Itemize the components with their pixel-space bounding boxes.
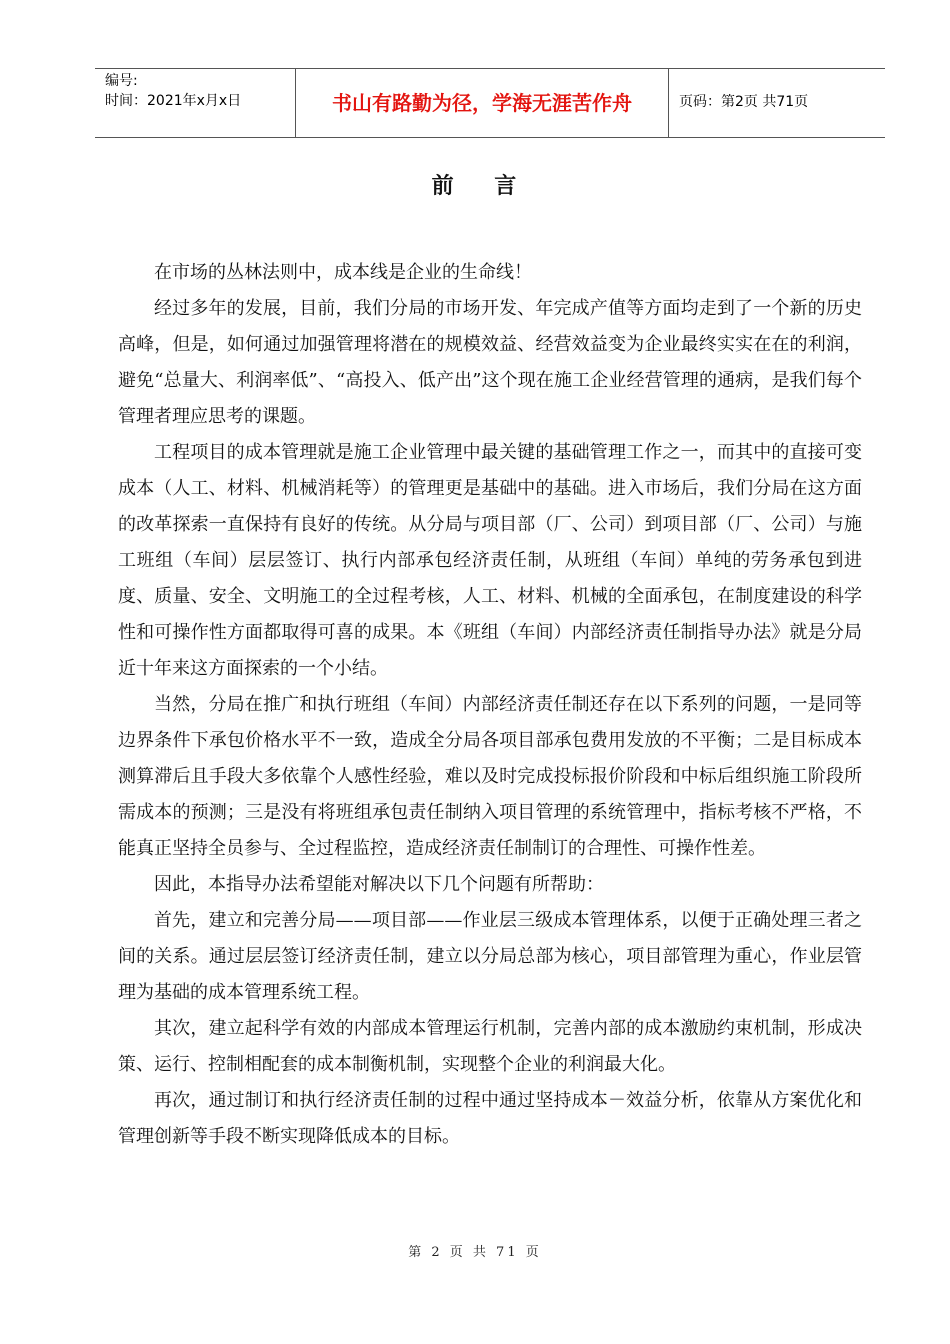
document-title: 前 言 [431, 174, 519, 199]
paragraph: 当然，分局在推广和执行班组（车间）内部经济责任制还存在以下系列的问题，一是同等边界条件下承包价格水平不一致，造成全分局各项目部承包费用发放的不平衡；二是目标成本测算滞后且手段大多依靠个人感性经验，难以及时完成投标报价阶段和中标后组织施工阶段所需成本的预测；三是没有将班组承包责任制纳入项目管理的系统管理中，指标考核不严格，不能真正坚持全员参与、全过程监控，造成经济责任制制订的合理性、可操作性差。 [118, 694, 862, 859]
document-code-label: 编号: [105, 73, 138, 89]
header-motto-cell [296, 69, 669, 137]
page-footer: 第 2 页 共 71 页 [408, 1245, 542, 1260]
page-header [95, 68, 885, 138]
header-meta-cell [95, 69, 296, 137]
paragraph: 其次，建立起科学有效的内部成本管理运行机制，完善内部的成本激励约束机制，形成决策、运行、控制相配套的成本制衡机制，实现整个企业的利润最大化。 [118, 1018, 862, 1075]
paragraph: 在市场的丛林法则中，成本线是企业的生命线！ [154, 262, 532, 283]
paragraph: 工程项目的成本管理就是施工企业管理中最关键的基础管理工作之一，而其中的直接可变成本（人工、材料、机械消耗等）的管理更是基础中的基础。进入市场后，我们分局在这方面的改革探索一直保持有良好的传统。从分局与项目部（厂、公司）到项目部（厂、公司）与施工班组（车间）层层签订、执行内部承包经济责任制，从班组（车间）单纯的劳务承包到进度、质量、安全、文明施工的全过程考核，人工、材料、机械的全面承包，在制度建设的科学性和可操作性方面都取得可喜的成果。本《班组（车间）内部经济责任制指导办法》就是分局近十年来这方面探索的一个小结。 [118, 442, 862, 679]
header-page-cell [669, 69, 885, 137]
paragraph: 再次，通过制订和执行经济责任制的过程中通过坚持成本－效益分析，依靠从方案优化和管理创新等手段不断实现降低成本的目标。 [118, 1090, 862, 1147]
paragraph: 经过多年的发展，目前，我们分局的市场开发、年完成产值等方面均走到了一个新的历史高峰，但是，如何通过加强管理将潜在的规模效益、经营效益变为企业最终实实在在的利润，避免“总量大、利润率低”、“高投入、低产出”这个现在施工企业经营管理的通病，是我们每个管理者理应思考的课题。 [118, 298, 862, 427]
document-time-label: 时间：2021年x月x日 [105, 93, 242, 109]
header-page-info: 页码：第2页 共71页 [679, 94, 809, 110]
header-motto: 书山有路勤为径，学海无涯苦作舟 [332, 91, 632, 115]
paragraph: 首先，建立和完善分局——项目部——作业层三级成本管理体系，以便于正确处理三者之间的关系。通过层层签订经济责任制，建立以分局总部为核心，项目部管理为重心，作业层管理为基础的成本管理系统工程。 [118, 910, 862, 1003]
document-body [118, 255, 862, 1155]
paragraph: 因此，本指导办法希望能对解决以下几个问题有所帮助： [154, 874, 604, 895]
